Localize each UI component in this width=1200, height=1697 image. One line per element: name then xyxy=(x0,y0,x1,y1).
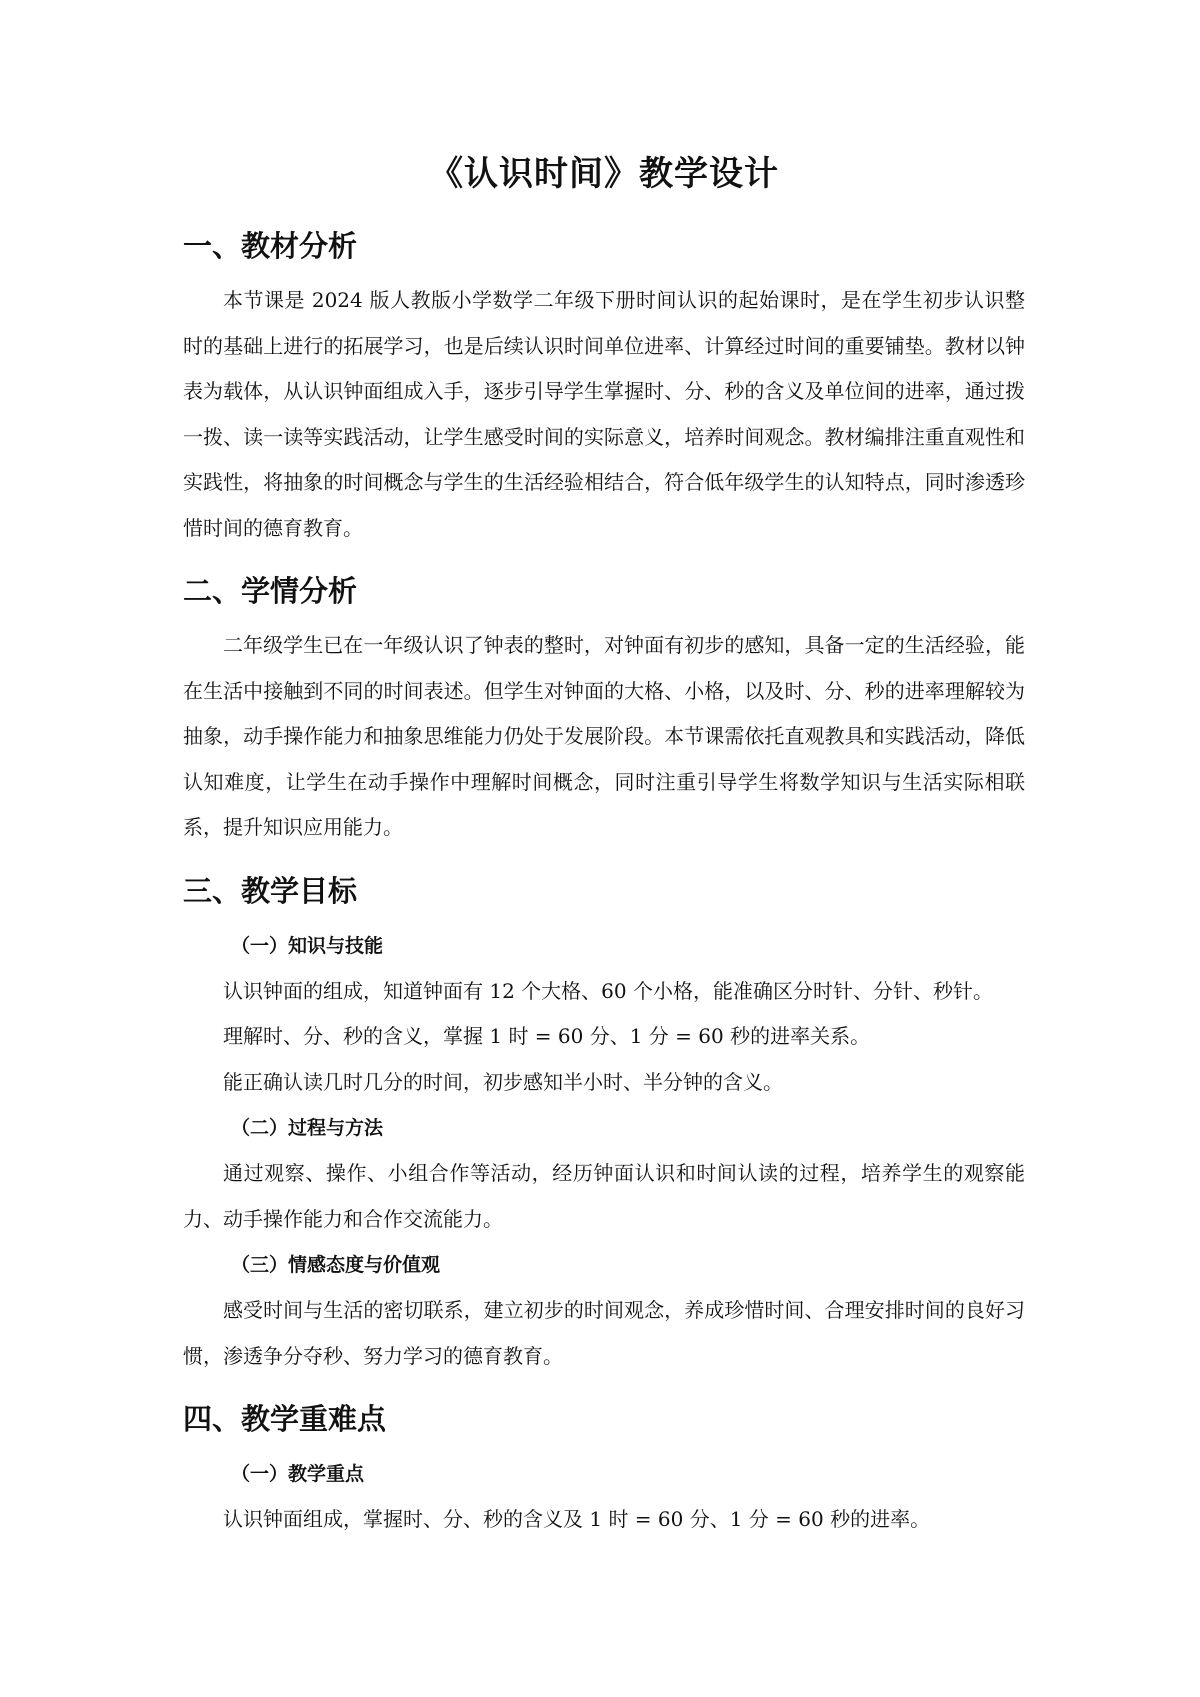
section-teaching-objectives xyxy=(183,869,1025,1380)
section-learner-analysis xyxy=(183,569,1025,851)
document-title: 《认识时间》教学设计 xyxy=(429,154,779,194)
section-heading: 三、教学目标 xyxy=(183,873,358,908)
paragraph: 理解时、分、秒的含义，掌握 1 时 = 60 分、1 分 = 60 秒的进率关系。 xyxy=(223,1024,871,1048)
paragraph: 二年级学生已在一年级认识了钟表的整时，对钟面有初步的感知，具备一定的生活经验，能在生活中接触到不同的时间表述。但学生对钟面的大格、小格，以及时、分、秒的进率理解较为抽象，动手操作能力和抽象思维能力仍处于发展阶段。本节课需依托直观教具和实践活动，降低认知难度，让学生在动手操作中理解时间概念，同时注重引导学生将数学知识与生活实际相联系，提升知识应用能力。 xyxy=(183,633,1025,839)
subsection-heading: （三）情感态度与价值观 xyxy=(231,1254,441,1276)
section-heading: 一、教材分析 xyxy=(183,229,358,263)
section-heading: 四、教学重难点 xyxy=(183,1402,387,1436)
paragraph: 通过观察、操作、小组合作等活动，经历钟面认识和时间认读的过程，培养学生的观察能力、动手操作能力和合作交流能力。 xyxy=(183,1161,1025,1231)
section-heading: 二、学情分析 xyxy=(183,574,358,608)
paragraph: 认识钟面组成，掌握时、分、秒的含义及 1 时 = 60 分、1 分 = 60 秒的进率。 xyxy=(223,1507,931,1531)
subsection-heading: （二）过程与方法 xyxy=(231,1117,384,1139)
paragraph: 本节课是 2024 版人教版小学数学二年级下册时间认识的起始课时，是在学生初步认识整时的基础上进行的拓展学习，也是后续认识时间单位进率、计算经过时间的重要铺垫。教材以钟表为载体，从认识钟面组成入手，逐步引导学生掌握时、分、秒的含义及单位间的进率，通过拨一拨、读一读等实践活动，让学生感受时间的实际意义，培养时间观念。教材编排注重直观性和实践性，将抽象的时间概念与学生的生活经验相结合，符合低年级学生的认知特点，同时渗透珍惜时间的德育教育。 xyxy=(183,288,1025,540)
paragraph: 认识钟面的组成，知道钟面有 12 个大格、60 个小格，能准确区分时针、分针、秒针。 xyxy=(223,978,993,1003)
section-key-difficult-points xyxy=(183,1397,1025,1543)
section-textbook-analysis xyxy=(183,224,1025,551)
subsection-heading: （一）教学重点 xyxy=(231,1463,365,1485)
paragraph: 感受时间与生活的密切联系，建立初步的时间观念，养成珍惜时间、合理安排时间的良好习惯，渗透争分夺秒、努力学习的德育教育。 xyxy=(183,1298,1025,1368)
subsection-heading: （一）知识与技能 xyxy=(231,934,384,957)
paragraph: 能正确认读几时几分的时间，初步感知半小时、半分钟的含义。 xyxy=(223,1069,783,1094)
